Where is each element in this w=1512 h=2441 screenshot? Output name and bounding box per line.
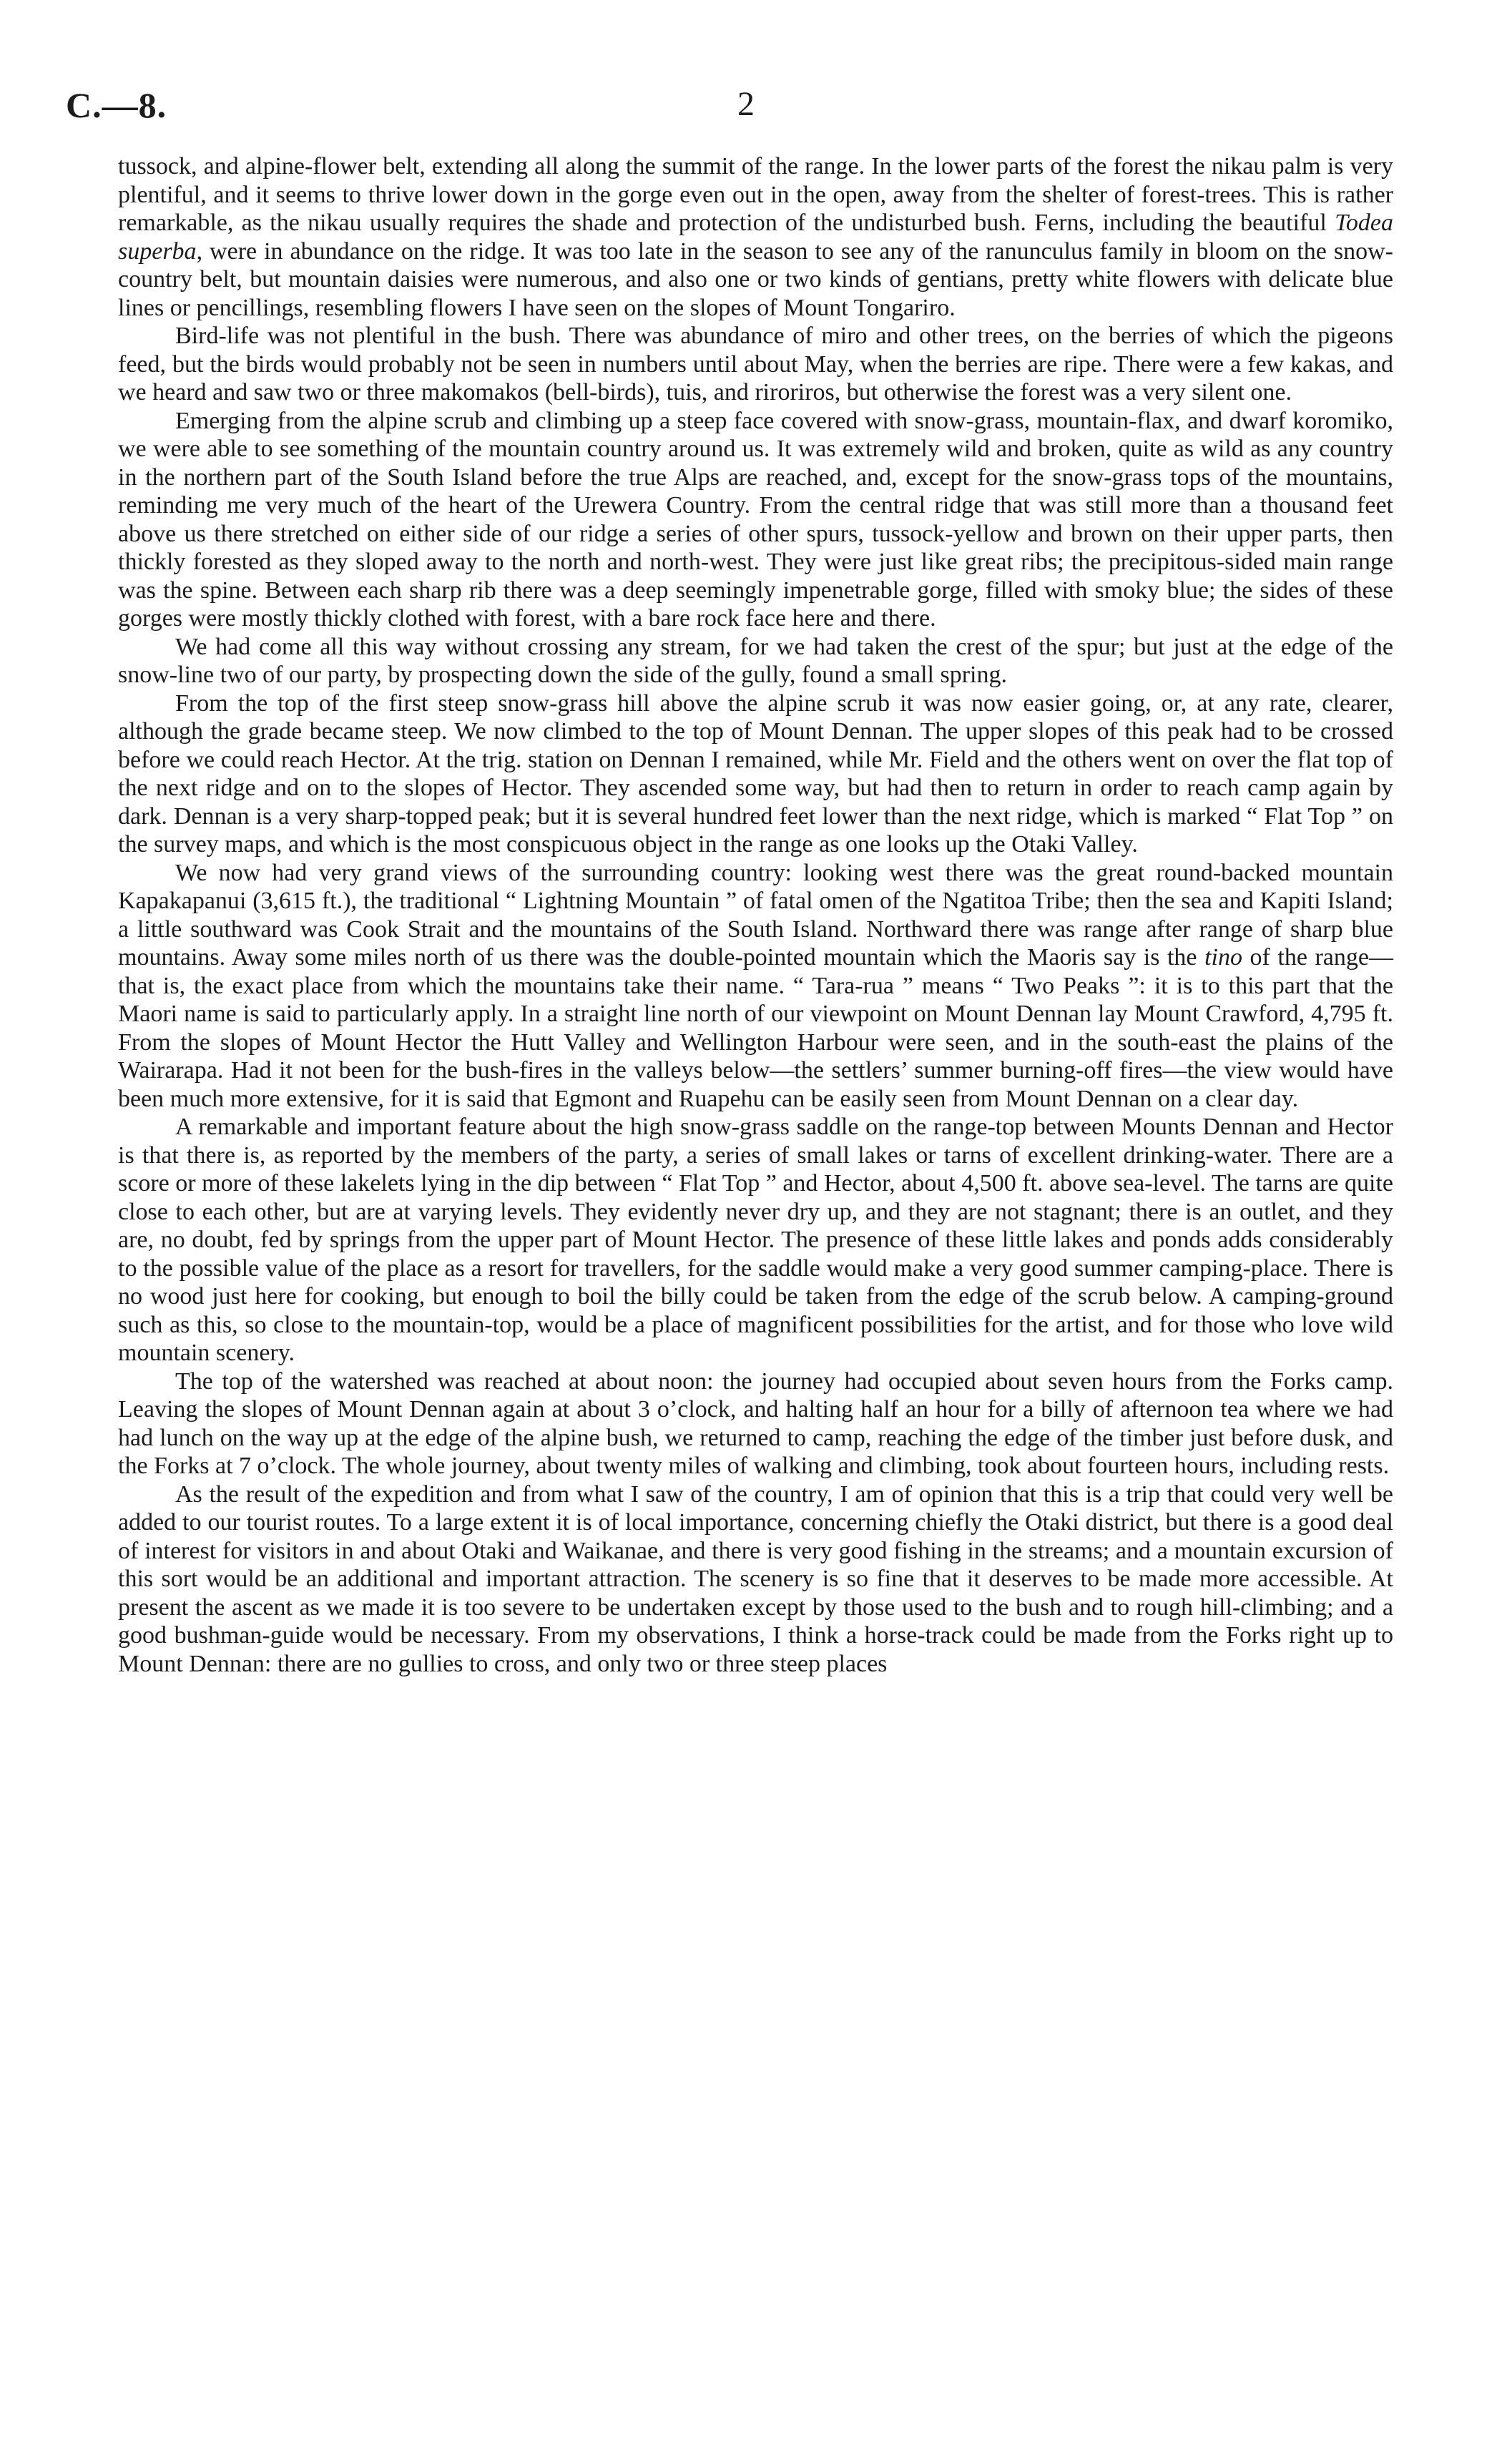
paragraph <box>118 859 1393 1114</box>
paragraph <box>118 322 1393 407</box>
page-number: 2 <box>737 85 755 123</box>
paragraph <box>118 407 1393 633</box>
text-run: The top of the watershed was reached at about noon: the journey had occupied about seven hours from the Forks camp. Leaving the slopes of Mount Dennan again at about 3 o’clock, and halting half an hour for a billy of afternoon tea where we had had lunch on the way up at the edge of the alpine bush, we returned to camp, reaching the edge of the timber just before dusk, and the Forks at 7 o’clock. The whole journey, about twenty miles of walking and climbing, took about fourteen hours, including rests. <box>118 1367 1393 1479</box>
text-run: Bird-life was not plentiful in the bush. There was abundance of miro and other trees, on the berries of which the pigeons feed, but the birds would probably not be seen in numbers until about May, when the berries are ripe. There were a few kakas, and we heard and saw two or three makomakos (bell-birds), tuis, and riroriros, but otherwise the forest was a very silent one. <box>118 323 1393 406</box>
text-run: tussock, and alpine-flower belt, extending all along the summit of the range. In the lower parts of the forest the nikau palm is very plentiful, and it seems to thrive lower down in the gorge even out in the open, away from the shelter of forest-trees. This is rather remarkable, as the nikau usually requires the shade and protection of the undisturbed bush. Ferns, including the beautiful <box>118 153 1393 236</box>
text-run: of the range—that is, the exact place from which the mountains take their name. “ Tara-rua ” means “ Two Peaks ”: it is to this part that the Maori name is said to particularly apply. In a straight line north of our viewpoint on Mount Dennan lay Mount Crawford, 4,795 ft. From the slopes of Mount Hector the Hutt Valley and Wellington Harbour were seen, and in the south-east the plains of the Wairarapa. Had it not been for the bush-fires in the valleys below—the settlers’ summer burning-off fires—the view would have been much more extensive, for it is said that Egmont and Ruapehu can be easily seen from Mount Dennan on a clear day. <box>118 944 1393 1112</box>
paragraph <box>118 1113 1393 1367</box>
body-text <box>118 152 1393 1678</box>
italic-text: tino <box>1204 944 1242 971</box>
paragraph <box>118 1367 1393 1480</box>
document-code: C.—8. <box>66 85 167 125</box>
italic-text: Todea superba <box>118 210 1393 265</box>
text-run: A remarkable and important feature about the high snow-grass saddle on the range-top between Mounts Dennan and Hector is that there is, as reported by the members of the party, a series of small lakes or tarns of excellent drinking-water. There are a score or more of these lakelets lying in the dip between “ Flat Top ” and Hector, about 4,500 ft. above sea-level. The tarns are quite close to each other, but are at varying levels. They evidently never dry up, and they are not stagnant; there is an outlet, and they are, no doubt, fed by springs from the upper part of Mount Hector. The presence of these little lakes and ponds adds considerably to the possible value of the place as a resort for travellers, for the saddle would make a very good summer camping-place. There is no wood just here for cooking, but enough to boil the billy could be taken from the edge of the scrub below. A camping-ground such as this, so close to the mountain-top, would be a place of magnificent possibilities for the artist, and for those who love wild mountain scenery. <box>118 1114 1393 1366</box>
text-run: We had come all this way without crossing any stream, for we had taken the crest of the spur; but just at the edge of the snow-line two of our party, by prospecting down the side of the gully, found a small spring. <box>118 633 1393 688</box>
page-header <box>0 84 1512 127</box>
text-run: Emerging from the alpine scrub and climbing up a steep face covered with snow-grass, mountain-flax, and dwarf koromiko, we were able to see something of the mountain country around us. It was extremely wild and broken, quite as wild as any country in the northern part of the South Island before the true Alps are reached, and, except for the snow-grass tops of the mountains, reminding me very much of the heart of the Urewera Country. From the central ridge that was still more than a thousand feet above us there stretched on either side of our ridge a series of other spurs, tussock-yellow and brown on their upper parts, then thickly forested as they sloped away to the north and north-west. They were just like great ribs; the precipitous-sided main range was the spine. Between each sharp rib there was a deep seemingly impenetrable gorge, filled with smoky blue; the sides of these gorges were mostly thickly clothed with forest, with a bare rock face here and there. <box>118 407 1393 632</box>
text-run: , were in abundance on the ridge. It was too late in the season to see any of the ranunculus family in bloom on the snow-country belt, but mountain daisies were numerous, and also one or two kinds of gentians, pretty white flowers with delicate blue lines or pencillings, resembling flowers I have seen on the slopes of Mount Tongariro. <box>118 237 1393 321</box>
paragraph <box>118 152 1393 322</box>
text-run: From the top of the first steep snow-grass hill above the alpine scrub it was now easier going, or, at any rate, clearer, although the grade became steep. We now climbed to the top of Mount Dennan. The upper slopes of this peak had to be crossed before we could reach Hector. At the trig. station on Dennan I remained, while Mr. Field and the others went on over the flat top of the next ridge and on to the slopes of Hector. They ascended some way, but had then to return in order to reach camp again by dark. Dennan is a very sharp-topped peak; but it is several hundred feet lower than the next ridge, which is marked “ Flat Top ” on the survey maps, and which is the most conspicuous object in the range as one looks up the Otaki Valley. <box>118 689 1393 858</box>
text-run: We now had very grand views of the surrounding country: looking west there was the great round-backed mountain Kapakapanui (3,615 ft.), the traditional “ Lightning Mountain ” of fatal omen of the Ngatitoa Tribe; then the sea and Kapiti Island; a little southward was Cook Strait and the mountains of the South Island. Northward there was range after range of sharp blue mountains. Away some miles north of us there was the double-pointed mountain which the Maoris say is the <box>118 859 1393 971</box>
paragraph <box>118 633 1393 689</box>
paragraph <box>118 689 1393 859</box>
paragraph <box>118 1480 1393 1679</box>
text-run: As the result of the expedition and from what I saw of the country, I am of opinion that this is a trip that could very well be added to our tourist routes. To a large extent it is of local importance, concerning chiefly the Otaki district, but there is a good deal of interest for visitors in and about Otaki and Waikanae, and there is very good fishing in the streams; and a mountain excursion of this sort would be an additional and important attraction. The scenery is so fine that it deserves to be made more accessible. At present the ascent as we made it is too severe to be undertaken except by those used to the bush and to rough hill-climbing; and a good bushman-guide would be necessary. From my observations, I think a horse-track could be made from the Forks right up to Mount Dennan: there are no gullies to cross, and only two or three steep places <box>118 1480 1393 1677</box>
